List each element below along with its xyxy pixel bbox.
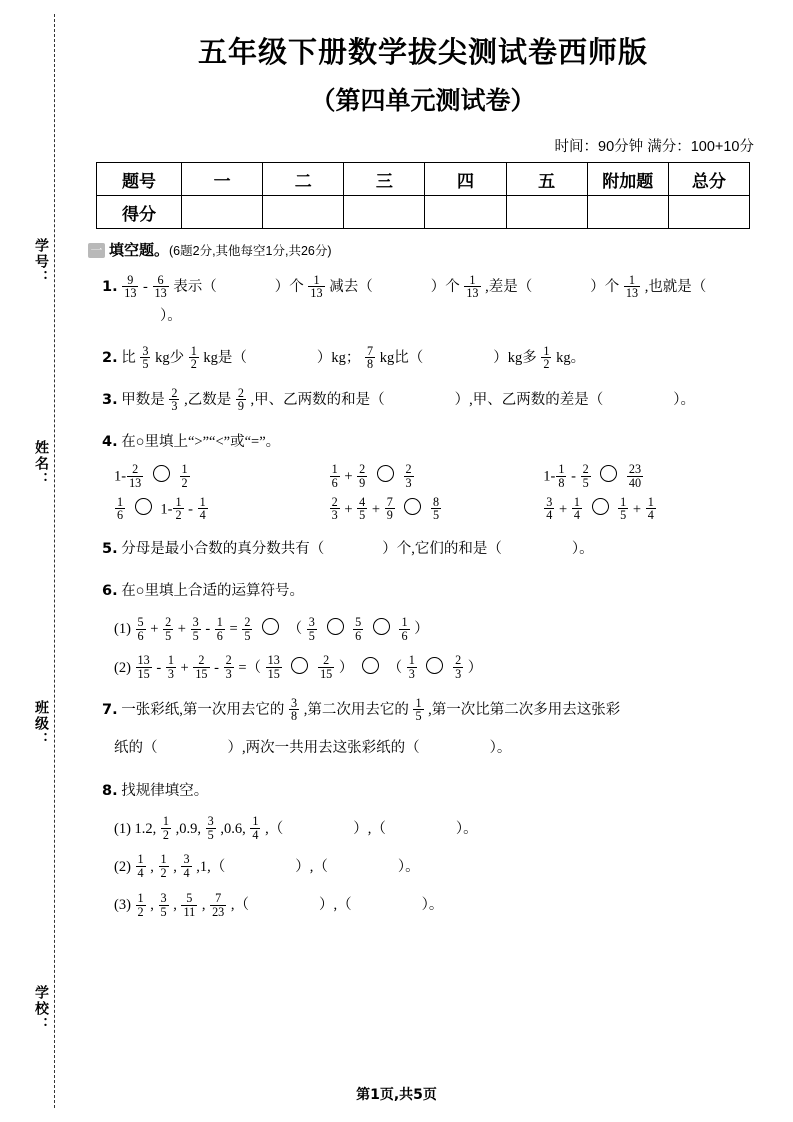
fraction-2-5-a: $\frac{2}{5}$: [165, 614, 172, 643]
q8-3-f: ）。: [421, 897, 444, 914]
q8-2-c: ,1,（: [196, 858, 226, 875]
fraction-2-3-b: $\frac{2}{3}$: [405, 462, 412, 490]
q6-1-lparen: （: [287, 621, 303, 638]
page-footer: 第1页,共5页: [356, 1087, 437, 1103]
q8-3-e: ）,（: [319, 897, 352, 914]
q8-2-label: (2): [114, 858, 131, 875]
q1-text-8: ）。: [160, 308, 182, 324]
q1-text-3: 减去（: [329, 279, 373, 295]
fraction-1-2-a: $\frac{1}{2}$: [190, 343, 197, 372]
fraction-3-4-b: $\frac{3}{4}$: [183, 852, 190, 881]
fraction-1-2-g: $\frac{1}{2}$: [137, 890, 144, 919]
q8-3-label: (3): [114, 897, 131, 914]
q6-2-label: (2): [114, 659, 131, 676]
score-table-col-3: 三: [344, 163, 425, 196]
score-cell-6[interactable]: [587, 196, 668, 229]
q3-text-2: ,乙数是: [184, 392, 232, 408]
fraction-1-4-c: $\frac{1}{4}$: [647, 494, 654, 523]
score-cell-1[interactable]: [182, 196, 263, 229]
fraction-2-3-e: $\frac{2}{3}$: [455, 653, 462, 681]
q8-2-a: ,: [150, 858, 154, 875]
question-5: [102, 535, 758, 564]
score-cell-7[interactable]: [668, 196, 749, 229]
fraction-3-5: $\frac{3}{5}$: [142, 343, 149, 372]
exam-meta: 时间：90分钟 满分：100+10分: [554, 139, 754, 155]
q8-3-b: ,: [173, 897, 177, 914]
fraction-2-5: $\frac{2}{5}$: [582, 462, 589, 490]
score-table-col-2: 二: [263, 163, 344, 196]
compare-circle-1[interactable]: [153, 465, 170, 482]
q6-1-rparen: ）: [414, 621, 429, 638]
section-number-badge: 一: [88, 243, 105, 258]
q8-3-a: ,: [150, 897, 154, 914]
fraction-1-2-f: $\frac{1}{2}$: [160, 852, 167, 881]
question-4-number: 4.: [102, 434, 118, 450]
q8-line-2: [114, 852, 758, 882]
q7-text-2: ,第二次用去它的: [303, 702, 409, 719]
q8-1-label: (1): [114, 820, 131, 837]
q7-text-1: 一张彩纸,第一次用去它的: [121, 702, 285, 719]
question-1-number: 1.: [102, 279, 118, 295]
q4-item-5: [329, 496, 544, 523]
q1-minus: -: [143, 279, 148, 295]
operator-circle-4[interactable]: [291, 657, 308, 674]
question-3: [102, 386, 758, 415]
q6-1-op3: -: [205, 621, 211, 638]
page-subtitle: （第四单元测试卷）: [310, 86, 536, 115]
q8-text: 找规律填空。: [121, 782, 209, 799]
q6-2-eq: =（: [238, 659, 262, 676]
question-7: [102, 696, 758, 725]
side-label-column: [28, 0, 52, 1122]
q2-text-1: 比: [121, 350, 136, 366]
q8-line-3: [114, 890, 758, 920]
fraction-1-3-a: $\frac{1}{3}$: [167, 653, 174, 681]
fraction-7-9: $\frac{7}{9}$: [386, 494, 393, 523]
compare-circle-3[interactable]: [600, 465, 617, 482]
compare-circle-5[interactable]: [404, 498, 421, 515]
q6-text: 在○里填上合适的运算符号。: [121, 583, 304, 600]
q4-4-op: -: [188, 501, 193, 518]
score-table-col-6: 附加题: [587, 163, 668, 196]
q4-5-op1: +: [344, 501, 353, 518]
q4-4-pre: 1-: [160, 501, 173, 518]
score-table-col-4: 四: [425, 163, 506, 196]
q4-6-op2: +: [632, 501, 642, 518]
fraction-1-4-a: $\frac{1}{4}$: [199, 494, 206, 523]
fraction-7-23: $\frac{7}{23}$: [212, 890, 225, 919]
fraction-2-13: $\frac{2}{13}$: [129, 462, 142, 490]
fraction-3-5-d: $\frac{3}{5}$: [160, 890, 167, 919]
q4-6-op1: +: [559, 501, 568, 518]
fraction-3-5-b: $\frac{3}{5}$: [308, 614, 315, 643]
fraction-2-3-c: $\frac{2}{3}$: [331, 494, 338, 523]
score-table-col-7: 总分: [668, 163, 749, 196]
q7-text-6: ）。: [489, 740, 512, 757]
q4-5-op2: +: [371, 501, 381, 518]
q6-2-rparen2: ）: [467, 659, 483, 676]
score-cell-5[interactable]: [506, 196, 587, 229]
fraction-1-13-c: $\frac{1}{13}$: [625, 272, 639, 301]
q6-2-lparen2: （: [387, 659, 403, 676]
question-7-number: 7.: [102, 702, 118, 719]
score-cell-2[interactable]: [263, 196, 344, 229]
fraction-1-4-d: $\frac{1}{4}$: [252, 814, 259, 842]
fraction-1-3-b: $\frac{1}{3}$: [408, 653, 415, 681]
fraction-1-2-b: $\frac{1}{2}$: [543, 343, 550, 372]
question-5-number: 5.: [102, 541, 118, 558]
q8-1-d: ,（: [265, 820, 284, 837]
q8-3-c: ,: [201, 897, 206, 914]
q4-1-lead: 1-: [114, 468, 127, 485]
q6-2-op3: -: [214, 659, 219, 676]
fraction-2-9-b: $\frac{2}{9}$: [359, 462, 366, 490]
q8-1-a: 1.2,: [134, 820, 157, 837]
fraction-1-2-d: $\frac{1}{2}$: [175, 494, 182, 523]
q8-3-d: ,（: [230, 897, 250, 914]
fraction-1-6-d: $\frac{1}{6}$: [401, 614, 408, 643]
q6-1-op1: +: [150, 621, 159, 638]
score-table-header-row: [97, 163, 750, 196]
q1-text-2: ）个: [274, 279, 304, 295]
fraction-1-4-b: $\frac{1}{4}$: [573, 494, 580, 523]
fraction-1-13-b: $\frac{1}{13}$: [466, 272, 479, 301]
q8-2-b: ,: [173, 858, 177, 875]
fraction-3-4: $\frac{3}{4}$: [546, 494, 553, 523]
compare-circle-6[interactable]: [592, 498, 609, 515]
fraction-1-13-a: $\frac{1}{13}$: [310, 272, 323, 301]
q2-text-7: kg。: [556, 350, 586, 366]
question-8-number: 8.: [102, 782, 118, 799]
fraction-4-5: $\frac{4}{5}$: [359, 494, 366, 523]
q5-text-2: ）个,它们的和是（: [382, 541, 502, 558]
operator-circle-2[interactable]: [327, 618, 344, 635]
q2-text-5: kg比（: [379, 350, 424, 366]
question-8: [102, 777, 758, 806]
section-description: (6题2分,其他每空1分,共26分): [169, 244, 332, 258]
q4-row-2: [114, 496, 758, 523]
fraction-1-6-c: $\frac{1}{6}$: [216, 614, 223, 643]
q8-2-d: ）,（: [295, 858, 328, 875]
question-4: [102, 428, 758, 457]
fraction-5-6-b: $\frac{5}{6}$: [355, 614, 362, 643]
question-6-number: 6.: [102, 583, 118, 600]
q8-1-c: ,0.6,: [220, 820, 246, 837]
fraction-1-6-b: $\frac{1}{6}$: [117, 494, 124, 523]
fraction-5-6-a: $\frac{5}{6}$: [137, 614, 144, 643]
fraction-5-11: $\frac{5}{11}$: [183, 890, 196, 919]
q2-text-3: kg是（: [203, 350, 247, 366]
score-table-row-label-2: 得分: [97, 196, 182, 229]
q6-2-rparen1: ）: [338, 659, 354, 676]
q6-1-label: (1): [114, 621, 131, 638]
fraction-13-15-b: $\frac{13}{15}$: [267, 653, 280, 681]
fraction-23-40: $\frac{23}{40}$: [628, 462, 642, 490]
fraction-1-2-c: $\frac{1}{2}$: [181, 462, 188, 490]
q5-text-3: ）。: [571, 541, 594, 558]
fraction-1-4-e: $\frac{1}{4}$: [137, 852, 144, 881]
q4-3-op: -: [571, 468, 576, 485]
fraction-3-8: $\frac{3}{8}$: [290, 695, 298, 724]
q4-row-1: [114, 463, 758, 490]
score-table-col-5: 五: [506, 163, 587, 196]
q7-text-4: 纸的（: [114, 740, 158, 757]
fraction-2-5-b: $\frac{2}{5}$: [244, 614, 251, 643]
q4-item-3: [543, 463, 758, 490]
q7-line-2: [114, 733, 758, 763]
side-label-name: 姓名：: [34, 440, 50, 488]
side-label-student-id: 学号：: [34, 238, 50, 286]
score-cell-4[interactable]: [425, 196, 506, 229]
q4-item-1: [114, 463, 329, 490]
fraction-1-2-e: $\frac{1}{2}$: [162, 814, 170, 842]
side-label-class: 班级：: [34, 700, 50, 748]
document-content: [88, 0, 758, 921]
page-title: 五年级下册数学拔尖测试卷西师版: [197, 35, 648, 69]
fraction-8-5: $\frac{8}{5}$: [433, 494, 440, 523]
fraction-2-9: $\frac{2}{9}$: [237, 385, 244, 414]
q4-2-op: +: [344, 468, 353, 485]
q6-line-2: [114, 653, 758, 683]
q2-text-6: ）kg多: [493, 350, 537, 366]
q3-text-4: ）,甲、乙两数的差是（: [454, 392, 604, 408]
q1-text-4: ）个: [430, 279, 460, 295]
operator-circle-6[interactable]: [426, 657, 443, 674]
q3-text-3: ,甲、乙两数的和是（: [250, 392, 385, 408]
side-label-school: 学校：: [34, 985, 50, 1033]
question-3-number: 3.: [102, 392, 118, 408]
q8-2-e: ）。: [397, 858, 420, 875]
operator-circle-1[interactable]: [262, 618, 279, 635]
q1-text-1: 表示（: [173, 279, 217, 295]
score-table-row-label-1: 题号: [97, 163, 182, 196]
compare-circle-2[interactable]: [377, 465, 394, 482]
fraction-2-3: $\frac{2}{3}$: [171, 385, 178, 414]
q6-1-op2: +: [177, 621, 186, 638]
fraction-1-6-a: $\frac{1}{6}$: [331, 462, 338, 490]
q4-text: 在○里填上“>”“<”或“=”。: [121, 434, 281, 450]
q6-1-eq: =: [229, 621, 238, 638]
q6-line-1: [114, 614, 758, 644]
fraction-2-15-b: $\frac{2}{15}$: [320, 653, 333, 681]
q1-text-7: ,也就是（: [644, 279, 707, 295]
q8-1-e: ）,（: [353, 820, 386, 837]
q4-item-2: [329, 463, 544, 490]
q2-text-4: ）kg；: [316, 350, 361, 366]
fraction-1-8: $\frac{1}{8}$: [558, 462, 565, 490]
q3-text-1: 甲数是: [121, 392, 165, 408]
fraction-7-8: $\frac{7}{8}$: [367, 343, 374, 372]
q1-text-5: ,差是（: [485, 279, 533, 295]
fraction-1-5-b: $\frac{1}{5}$: [415, 695, 422, 724]
fraction-9-13: $\frac{9}{13}$: [124, 272, 137, 301]
q2-text-2: kg少: [155, 350, 185, 366]
q8-1-b: ,0.9,: [175, 820, 202, 837]
question-2: [102, 344, 758, 373]
q8-line-1: [114, 814, 758, 844]
q8-1-f: ）。: [455, 820, 478, 837]
question-6: [102, 577, 758, 606]
section-title: 填空题。: [109, 242, 170, 259]
fraction-2-3-d: $\frac{2}{3}$: [225, 653, 232, 681]
fraction-3-5-a: $\frac{3}{5}$: [192, 614, 199, 643]
q4-item-4: [114, 496, 329, 523]
fraction-6-13: $\frac{6}{13}$: [154, 272, 167, 301]
compare-circle-4[interactable]: [135, 498, 152, 515]
operator-circle-5[interactable]: [362, 657, 379, 674]
q4-item-6: [543, 496, 758, 523]
q1-text-6: ）个: [590, 279, 620, 295]
score-table: [96, 162, 750, 229]
q6-2-op2: +: [180, 659, 189, 676]
fraction-3-5-c: $\frac{3}{5}$: [207, 814, 214, 842]
q7-text-5: ）,两次一共用去这张彩纸的（: [227, 740, 420, 757]
score-table-score-row: [97, 196, 750, 229]
q6-2-op1: -: [156, 659, 162, 676]
section-heading: [88, 239, 758, 260]
question-1: [102, 273, 758, 331]
q3-text-5: ）。: [673, 392, 696, 408]
margin-dashed-line: [54, 14, 55, 1108]
score-cell-3[interactable]: [344, 196, 425, 229]
fraction-1-5: $\frac{1}{5}$: [620, 494, 627, 523]
fraction-2-15-a: $\frac{2}{15}$: [195, 653, 208, 681]
score-table-col-1: 一: [182, 163, 263, 196]
q5-text-1: 分母是最小合数的真分数共有（: [121, 541, 325, 558]
operator-circle-3[interactable]: [373, 618, 390, 635]
question-2-number: 2.: [102, 350, 118, 366]
q7-text-3: ,第一次比第二次多用去这张彩: [428, 702, 621, 719]
q4-3-pre: 1-: [543, 468, 556, 485]
fraction-13-15-a: $\frac{13}{15}$: [137, 653, 150, 681]
